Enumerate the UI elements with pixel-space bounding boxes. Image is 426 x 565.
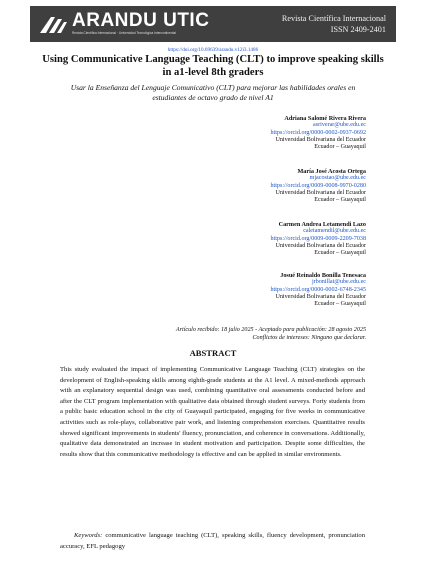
author-block xyxy=(270,115,366,151)
paper-subtitle: Usar la Enseñanza del Lenguaje Comunicativo (CLT) para mejorar las habilidades orales en estudiantes de octavo grado de nivel A1 xyxy=(70,83,356,102)
author-affiliation: Universidad Bolivariana del Ecuador xyxy=(275,189,366,196)
article-dates xyxy=(176,327,366,342)
author-block xyxy=(270,168,366,204)
paper-title: Using Communicative Language Teaching (CLT) to improve speaking skills in a1-level 8th graders xyxy=(42,54,384,78)
author-affiliation: Universidad Bolivariana del Ecuador xyxy=(275,242,366,249)
keywords xyxy=(60,531,365,552)
author-email[interactable]: caletamendil@ube.edu.ec xyxy=(303,228,366,235)
author-location: Ecuador – Guayaquil xyxy=(314,250,366,257)
author-email[interactable]: jrbonillat@ube.edu.ec xyxy=(311,279,366,286)
author-email[interactable]: asriverar@ube.edu.ec xyxy=(313,122,366,129)
author-orcid[interactable]: https://orcid.org/0000-0002-6748-2345 xyxy=(270,286,366,293)
author-orcid[interactable]: https://orcid.org/0009-0009-2209-7038 xyxy=(270,235,366,242)
author-block xyxy=(270,272,366,308)
journal-banner xyxy=(30,6,396,42)
author-name: Josué Reinaldo Bonilla Tenesaca xyxy=(280,272,366,279)
author-name: María José Acosta Ortega xyxy=(297,168,366,175)
author-email[interactable]: mjacostao@ube.edu.ec xyxy=(309,175,366,182)
author-location: Ecuador – Guayaquil xyxy=(314,301,366,308)
logo-subtext: Revista Científica Internacional · Universidad Tecnológica Intercontinental xyxy=(72,31,176,35)
journal-logo xyxy=(38,10,238,38)
author-orcid[interactable]: https://orcid.org/0009-0008-9970-0280 xyxy=(270,182,366,189)
journal-issn: ISSN 2409-2401 xyxy=(330,25,386,34)
keywords-text: communicative language teaching (CLT), speaking skills, fluency development, pronunciation accuracy, EFL pedagogy xyxy=(60,532,366,550)
logo-text: ARANDU UTIC xyxy=(72,10,210,31)
abstract-heading: ABSTRACT xyxy=(189,348,237,358)
author-affiliation: Universidad Bolivariana del Ecuador xyxy=(275,136,366,143)
journal-name: Revista Científica Internacional xyxy=(281,14,386,23)
author-orcid[interactable]: https://orcid.org/0000-0002-0937-0692 xyxy=(270,129,366,136)
keywords-label: Keywords: xyxy=(74,532,103,539)
wing-logo-icon xyxy=(38,13,68,35)
author-affiliation: Universidad Bolivariana del Ecuador xyxy=(275,293,366,300)
author-name: Adriana Salomé Rivera Rivera xyxy=(284,115,366,122)
author-block xyxy=(270,221,366,257)
author-name: Carmen Andrea Letamendi Lazo xyxy=(278,221,366,228)
journal-info xyxy=(282,13,386,35)
conflicts-of-interest: Conflictos de intereses: Ninguno que declarar. xyxy=(252,334,366,341)
received-accepted-dates: Artículo recibido: 18 julio 2025 - Aceptado para publicación: 28 agosto 2025 xyxy=(175,327,366,333)
abstract-text: This study evaluated the impact of implementing Communicative Language Teaching (CLT) strategies on the development of English-speaking skills among eighth-grade students at the A1 level. A mixed-methods approach with an explanatory sequential design was used, combining quantitative oral assessments conducted before and after the CLT program implementation with qualitative data obtained through student surveys. Forty students from a public basic education school in the city of Guayaquil participated, engaging for five weeks in communicative activities such as role-plays, collaborative pair work, and listening comprehension exercises. Quantitative results showed significant improvements in students' fluency, pronunciation, and coherence in conversations. Additionally, qualitative data demonstrated an increase in student motivation and participation. Despite some difficulties, the results show that this communicative methodology is effective and can be applied in similar environments. xyxy=(60,366,365,458)
author-location: Ecuador – Guayaquil xyxy=(314,144,366,151)
doi-link[interactable]: https://doi.org/10.69639/arandu.v12i3.1486 xyxy=(167,47,259,53)
author-location: Ecuador – Guayaquil xyxy=(314,197,366,204)
